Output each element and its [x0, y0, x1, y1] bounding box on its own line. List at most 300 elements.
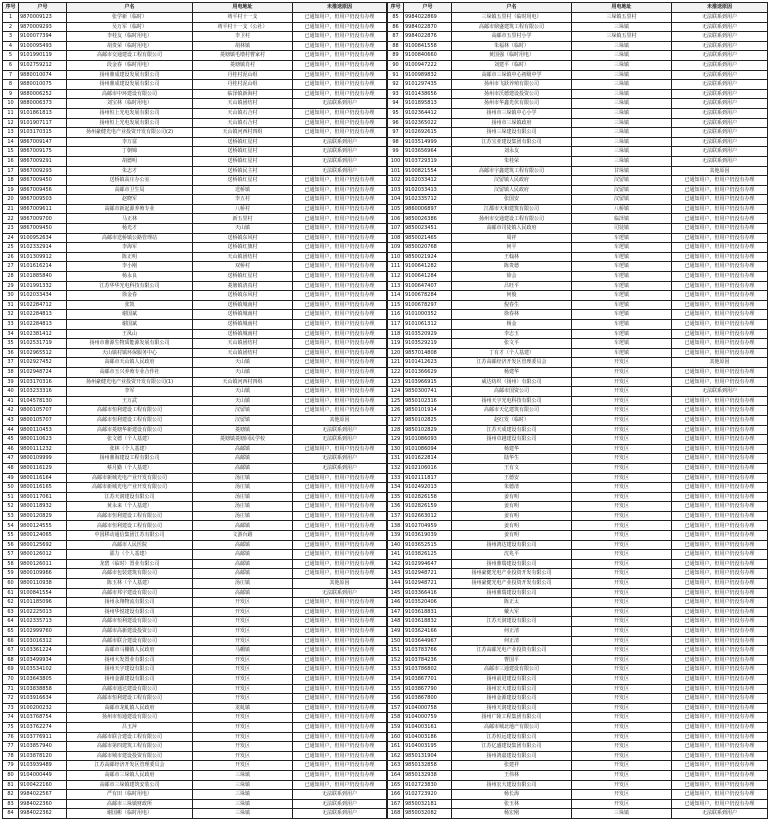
cell-seq: 125 — [388, 396, 404, 406]
cell-address: 开发区 — [572, 636, 672, 646]
cell-address: 菱塘镇毛墩村曹家村 — [193, 51, 293, 61]
cell-address: 三垛镇 — [572, 147, 672, 157]
table-row — [388, 636, 768, 646]
cell-name: 高邮市城市建设投资有限公司 — [67, 751, 193, 761]
cell-seq: 167 — [388, 799, 404, 809]
table-row — [3, 780, 387, 790]
cell-account: 9850102825 — [404, 415, 452, 425]
cell-name: 李志玉 — [452, 329, 572, 339]
cell-address: 车逻镇 — [572, 252, 672, 262]
cell-account: 9103768754 — [19, 713, 67, 723]
cell-seq: 13 — [3, 128, 19, 138]
table-row — [3, 588, 387, 598]
cell-name: 扬州三垛建设有限公司 — [452, 128, 572, 138]
cell-address: 天山镇团结村 — [193, 99, 293, 109]
cell-seq: 83 — [3, 799, 19, 809]
cell-name: 扬州宏大建设有限公司 — [452, 684, 572, 694]
cell-address: 高邮镇 — [193, 588, 293, 598]
cell-address: 菱塘镇肖村 — [193, 60, 293, 70]
table-row — [388, 377, 768, 387]
cell-seq: 152 — [388, 655, 404, 665]
cell-seq: 59 — [3, 569, 19, 579]
cell-address: 天山镇石合村 — [193, 118, 293, 128]
table-row — [3, 243, 387, 253]
cell-account: 9103534102 — [19, 665, 67, 675]
cell-address: 开发区 — [193, 751, 293, 761]
cell-status: 无法联系到用户 — [672, 89, 768, 99]
cell-seq: 107 — [388, 224, 404, 234]
cell-name: 赵红发（临时） — [452, 415, 572, 425]
cell-name: 江苏恒远建设有限公司 — [452, 732, 572, 742]
cell-address: 送桥镇东风村 — [193, 291, 293, 301]
cell-account: 9850032181 — [404, 799, 452, 809]
cell-name: 李军 — [67, 387, 193, 397]
cell-status: 已通知用户，但用户仍没有办理 — [293, 770, 387, 780]
cell-name: 杨建华 — [452, 444, 572, 454]
cell-seq: 58 — [3, 559, 19, 569]
cell-name: 王德安 — [452, 473, 572, 483]
cell-name: 黄永来（个人基建） — [67, 502, 193, 512]
table-row — [388, 51, 768, 61]
cell-address: 甘垛镇 — [572, 166, 672, 176]
cell-name: 扬州广陵工程集团有限公司 — [452, 713, 572, 723]
cell-status: 已通知用户，但用户仍没有办理 — [293, 329, 387, 339]
table-row — [3, 646, 387, 656]
table-row — [3, 617, 387, 627]
cell-name: 高邮市三垛镇建筑安装公司 — [67, 780, 193, 790]
table-row — [388, 214, 768, 224]
cell-account: 9104000758 — [404, 703, 452, 713]
cell-address: 开发区 — [572, 415, 672, 425]
cell-address: 汤庄镇 — [193, 483, 293, 493]
cell-name: 江苏天润建设有限公司 — [67, 492, 193, 502]
cell-account: 9867009450 — [19, 224, 67, 234]
table-row — [388, 761, 768, 771]
cell-address: 汤庄镇 — [193, 492, 293, 502]
cell-name: 杨永良 — [67, 272, 193, 282]
cell-account: 9850032082 — [404, 809, 452, 819]
header-account: 户号 — [19, 3, 67, 13]
cell-status: 已通知用户，但用户仍没有办理 — [672, 722, 768, 732]
cell-name: 扬州豪健光电产业投资开发有限公司 — [452, 579, 572, 589]
cell-seq: 32 — [3, 310, 19, 320]
cell-status: 已通知用户，但用户仍没有办理 — [672, 444, 768, 454]
cell-account: 9103514999 — [404, 137, 452, 147]
cell-name: 谢国斌 — [67, 310, 193, 320]
cell-name: 徐春林 — [452, 310, 572, 320]
table-row — [388, 358, 768, 368]
cell-status: 已通知用户，但用户仍没有办理 — [672, 646, 768, 656]
cell-address: 丹桂村泥山组 — [193, 80, 293, 90]
cell-status: 已通知用户，但用户仍没有办理 — [293, 22, 387, 32]
cell-address: 开发区 — [572, 703, 672, 713]
cell-address: 开发区 — [572, 579, 672, 589]
cell-name: 刘宝林（临时用电） — [67, 99, 193, 109]
cell-status: 已通知用户，但用户仍没有办理 — [293, 703, 387, 713]
cell-status: 已通知用户，但用户仍没有办理 — [293, 233, 387, 243]
table-row — [3, 60, 387, 70]
cell-status: 无法联系到用户 — [672, 99, 768, 109]
cell-name: 高邮市三垛镇中心初级中学 — [452, 70, 572, 80]
cell-seq: 100 — [388, 156, 404, 166]
cell-address: 高邮镇 — [193, 550, 293, 560]
cell-name: 江苏天润建设有限公司 — [452, 617, 572, 627]
cell-account: 9880010075 — [19, 80, 67, 90]
cell-name: 高邮市玉兴养殖专业合作社 — [67, 367, 193, 377]
cell-account: 9104003195 — [404, 742, 452, 752]
cell-seq: 106 — [388, 214, 404, 224]
cell-seq: 92 — [388, 80, 404, 90]
cell-address: 送桥镇红旗村 — [193, 243, 293, 253]
cell-status: 无法联系到用户 — [293, 137, 387, 147]
cell-seq: 16 — [3, 156, 19, 166]
cell-account: 9101622814 — [404, 454, 452, 464]
cell-address: 龙虬镇 — [193, 703, 293, 713]
cell-status: 已通知用户，但用户仍没有办理 — [672, 770, 768, 780]
cell-name: 扬州大发置业有限公司 — [67, 655, 193, 665]
cell-account: 9103619039 — [404, 531, 452, 541]
cell-account: 9850101914 — [404, 406, 452, 416]
table-row — [3, 809, 387, 819]
cell-address: 开发区 — [193, 627, 293, 637]
cell-status: 已通知用户，但用户仍没有办理 — [293, 521, 387, 531]
table-row — [3, 531, 387, 541]
table-row — [3, 492, 387, 502]
cell-seq: 118 — [388, 329, 404, 339]
cell-status: 已通知用户，但用户仍没有办理 — [672, 742, 768, 752]
cell-seq: 65 — [3, 627, 19, 637]
cell-name: 高邮市恒利建设工程有限公司 — [67, 694, 193, 704]
cell-address: 开发区 — [572, 531, 672, 541]
table-row — [388, 722, 768, 732]
cell-status: 已通知用户，但用户仍没有办理 — [293, 406, 387, 416]
cell-account: 9100678297 — [404, 300, 452, 310]
cell-address: 菱塘镇清真村 — [193, 281, 293, 291]
cell-account: 9103867790 — [404, 684, 452, 694]
cell-account: 9104003186 — [404, 732, 452, 742]
header-address: 用电地址 — [572, 3, 672, 13]
cell-seq: 89 — [388, 51, 404, 61]
table-row — [3, 185, 387, 195]
cell-account: 9101861813 — [19, 108, 67, 118]
cell-name: 扬州华悦建设有限公司 — [67, 607, 193, 617]
cell-address: 开发区 — [193, 694, 293, 704]
table-row — [3, 166, 387, 176]
cell-seq: 62 — [3, 598, 19, 608]
cell-status: 已通知用户，但用户仍没有办理 — [293, 674, 387, 684]
cell-address: 李卫村 — [193, 32, 293, 42]
table-row — [388, 550, 768, 560]
cell-status: 已通知用户，但用户仍没有办理 — [672, 550, 768, 560]
table-row — [3, 799, 387, 809]
table-row — [388, 262, 768, 272]
cell-seq: 23 — [3, 224, 19, 234]
cell-seq: 8 — [3, 80, 19, 90]
cell-status: 无法联系到用户 — [672, 22, 768, 32]
cell-name: 扬州鼎成建设发展有限公司 — [67, 80, 193, 90]
cell-address: 胡林镇 — [193, 41, 293, 51]
cell-status: 已通知用户，但用户仍没有办理 — [672, 224, 768, 234]
cell-address: 高邮镇 — [193, 463, 293, 473]
cell-account: 9870009293 — [19, 22, 67, 32]
cell-name: 朱桂荣 — [452, 156, 572, 166]
cell-seq: 82 — [3, 790, 19, 800]
cell-status: 已通知用户，但用户仍没有办理 — [293, 51, 387, 61]
table-row — [388, 674, 768, 684]
cell-name: 高邮市邦宇建设有限公司 — [67, 588, 193, 598]
cell-status: 已通知用户，但用户仍没有办理 — [672, 703, 768, 713]
cell-status: 无法联系到用户 — [293, 799, 387, 809]
table-row — [388, 703, 768, 713]
cell-name: 扬州鼎瑞建设有限公司 — [452, 588, 572, 598]
cell-account: 9101185096 — [19, 598, 67, 608]
cell-account: 9800105707 — [19, 406, 67, 416]
cell-status: 已通知用户，但用户仍没有办理 — [293, 387, 387, 397]
cell-status: 已通知用户，但用户仍没有办理 — [293, 627, 387, 637]
cell-address: 开发区 — [572, 406, 672, 416]
table-row — [388, 367, 768, 377]
cell-name: 戴大军 — [452, 607, 572, 617]
cell-name: 徐会 — [452, 272, 572, 282]
table-row — [388, 89, 768, 99]
cell-account: 9800124065 — [19, 531, 67, 541]
cell-account: 9100641282 — [404, 262, 452, 272]
cell-name: 高邮市三垛镇财政所 — [67, 799, 193, 809]
cell-name: 扬州天宇建设有限公司 — [67, 665, 193, 675]
cell-account: 9104578130 — [19, 396, 67, 406]
cell-name: 何平 — [452, 243, 572, 253]
cell-account: 9101086094 — [404, 444, 452, 454]
cell-address: 车逻镇 — [572, 339, 672, 349]
cell-name: 何正清 — [452, 636, 572, 646]
cell-account: 9102692615 — [404, 128, 452, 138]
cell-account: 9850023451 — [404, 224, 452, 234]
cell-status: 已通知用户，但用户仍没有办理 — [293, 636, 387, 646]
cell-status: 无法联系到用户 — [293, 147, 387, 157]
cell-account: 9984022876 — [404, 32, 452, 42]
cell-address: 开发区 — [193, 713, 293, 723]
table-row — [388, 224, 768, 234]
cell-name: 王凤山 — [67, 329, 193, 339]
table-row — [3, 550, 387, 560]
cell-name: 徐金春 — [67, 291, 193, 301]
cell-status: 已通知用户，但用户仍没有办理 — [672, 348, 768, 358]
table-row — [388, 435, 768, 445]
cell-account: 9850026386 — [404, 214, 452, 224]
cell-status: 无法联系到用户 — [672, 156, 768, 166]
cell-address: 开发区 — [572, 521, 672, 531]
cell-account: 9101895813 — [404, 99, 452, 109]
cell-account: 9102284813 — [19, 320, 67, 330]
cell-status: 无法联系到用户 — [672, 137, 768, 147]
left-data-table — [2, 2, 387, 819]
cell-status: 已通知用户，但用户仍没有办理 — [672, 367, 768, 377]
cell-address: 开发区 — [572, 559, 672, 569]
cell-address: 八桥镇 — [572, 204, 672, 214]
cell-name: 高邮市三垛镇人民政府 — [67, 770, 193, 780]
cell-name: 杨长海 — [452, 790, 572, 800]
cell-seq: 64 — [3, 617, 19, 627]
cell-name: 高邮市菱塘华新建设有限公司 — [67, 425, 193, 435]
table-row — [3, 272, 387, 282]
cell-account: 9103618832 — [404, 617, 452, 627]
cell-account: 9880006373 — [19, 99, 67, 109]
cell-status: 无法联系到用户 — [672, 108, 768, 118]
cell-name: 扬州金源建设有限公司 — [452, 694, 572, 704]
table-row — [388, 108, 768, 118]
cell-status: 已通知用户，但用户仍没有办理 — [672, 617, 768, 627]
table-row — [388, 204, 768, 214]
cell-status: 已通知用户，但用户仍没有办理 — [672, 272, 768, 282]
cell-seq: 75 — [3, 722, 19, 732]
table-row — [388, 406, 768, 416]
table-row — [3, 732, 387, 742]
cell-seq: 140 — [388, 540, 404, 550]
cell-seq: 121 — [388, 358, 404, 368]
cell-seq: 139 — [388, 531, 404, 541]
cell-account: 9103878120 — [19, 751, 67, 761]
cell-account: 9800116164 — [19, 473, 67, 483]
cell-address: 开发区 — [572, 627, 672, 637]
cell-name: 高邮市联合建设工程有限公司 — [67, 732, 193, 742]
cell-address: 开发区 — [572, 655, 672, 665]
cell-account: 9850021924 — [404, 252, 452, 262]
table-row — [3, 204, 387, 214]
table-row — [388, 540, 768, 550]
table-row — [388, 310, 768, 320]
cell-name: 张玉林 — [452, 799, 572, 809]
table-row — [3, 607, 387, 617]
table-row — [3, 147, 387, 157]
cell-account: 9103618831 — [404, 607, 452, 617]
table-row — [3, 214, 387, 224]
cell-status: 已通知用户，但用户仍没有办理 — [293, 320, 387, 330]
cell-status: 已通知用户，但用户仍没有办理 — [672, 751, 768, 761]
cell-address: 开发区 — [572, 540, 672, 550]
cell-address: 新五里村 — [193, 214, 293, 224]
cell-account: 9101616214 — [19, 262, 67, 272]
cell-name: 龙碧（临时）置业有限公司 — [67, 559, 193, 569]
cell-status: 已通知用户，但用户仍没有办理 — [293, 13, 387, 23]
cell-status: 已通知用户，但用户仍没有办理 — [672, 674, 768, 684]
cell-name: 高邮市人民医院 — [67, 540, 193, 550]
cell-seq: 57 — [3, 550, 19, 560]
cell-seq: 141 — [388, 550, 404, 560]
cell-account: 9102723920 — [404, 790, 452, 800]
cell-status: 已通知用户，但用户仍没有办理 — [672, 233, 768, 243]
cell-seq: 25 — [3, 243, 19, 253]
table-row — [3, 444, 387, 454]
cell-account: 9800117061 — [19, 492, 67, 502]
table-row — [388, 483, 768, 493]
table-row — [3, 540, 387, 550]
table-row — [3, 425, 387, 435]
cell-seq: 54 — [3, 521, 19, 531]
cell-account: 9800109999 — [19, 454, 67, 464]
cell-name: 高邮市通达建设有限公司 — [67, 684, 193, 694]
cell-account: 9867009175 — [19, 147, 67, 157]
table-row — [388, 176, 768, 186]
cell-name: 姜有明 — [452, 531, 572, 541]
cell-account: 9103776911 — [19, 732, 67, 742]
table-row — [388, 559, 768, 569]
cell-address: 车逻镇 — [572, 348, 672, 358]
cell-account: 9100947222 — [404, 60, 452, 70]
cell-status: 已通知用户，但用户仍没有办理 — [672, 425, 768, 435]
cell-name: 胡贵荣（临时用电） — [67, 41, 193, 51]
cell-account: 9102663012 — [404, 511, 452, 521]
cell-address: 送桥镇红星村 — [193, 137, 293, 147]
cell-status: 已通知用户，但用户仍没有办理 — [672, 521, 768, 531]
cell-seq: 29 — [3, 281, 19, 291]
cell-address: 三垛镇 — [572, 60, 672, 70]
cell-seq: 4 — [3, 41, 19, 51]
cell-address: 开发区 — [572, 358, 672, 368]
header-address: 用电地址 — [193, 3, 293, 13]
table-row — [3, 252, 387, 262]
cell-status: 已通知用户，但用户仍没有办理 — [672, 214, 768, 224]
table-row — [388, 70, 768, 80]
cell-status: 已通知用户，但用户仍没有办理 — [672, 559, 768, 569]
table-row — [388, 329, 768, 339]
cell-account: 9102381412 — [19, 329, 67, 339]
cell-name: 姜有明 — [452, 502, 572, 512]
cell-address: 菱塘镇菱塘回民学校 — [193, 435, 293, 445]
cell-name: 高邮市新起源养殖专业 — [67, 204, 193, 214]
cell-address: 开发区 — [193, 598, 293, 608]
table-row — [388, 521, 768, 531]
cell-seq: 112 — [388, 272, 404, 282]
table-row — [388, 195, 768, 205]
cell-address: 开发区 — [572, 722, 672, 732]
cell-account: 9103233316 — [19, 387, 67, 397]
cell-account: 9800110623 — [19, 435, 67, 445]
cell-status: 已通知用户，但用户仍没有办理 — [293, 483, 387, 493]
cell-status: 已通知用户，但用户仍没有办理 — [293, 550, 387, 560]
cell-address: 开发区 — [572, 598, 672, 608]
right-table-body — [388, 13, 768, 819]
cell-status: 已通知用户，但用户仍没有办理 — [293, 531, 387, 541]
table-row — [3, 13, 387, 23]
cell-account: 9103643805 — [19, 674, 67, 684]
cell-account: 9102284712 — [19, 300, 67, 310]
table-row — [388, 531, 768, 541]
cell-name: 张建祥 — [452, 761, 572, 771]
table-row — [388, 579, 768, 589]
cell-name: 马正林 — [67, 214, 193, 224]
cell-account: 9102759212 — [19, 60, 67, 70]
header-account: 户号 — [404, 3, 452, 13]
cell-account: 9103644967 — [404, 636, 452, 646]
cell-name: 何俊 — [452, 291, 572, 301]
cell-seq: 124 — [388, 387, 404, 397]
cell-status: 已通知用户，但用户仍没有办理 — [672, 483, 768, 493]
cell-address: 开发区 — [193, 684, 293, 694]
cell-account: 9101990119 — [19, 51, 67, 61]
cell-seq: 143 — [388, 569, 404, 579]
table-row — [388, 387, 768, 397]
table-row — [3, 406, 387, 416]
cell-name: 扬州前进建设有限公司 — [452, 674, 572, 684]
cell-seq: 41 — [3, 396, 19, 406]
cell-account: 9102284813 — [19, 310, 67, 320]
cell-account: 9102364412 — [404, 108, 452, 118]
cell-account: 9101366629 — [404, 367, 452, 377]
cell-address: 开发区 — [572, 396, 672, 406]
cell-status: 已通知用户，但用户仍没有办理 — [293, 281, 387, 291]
cell-address: 开发区 — [572, 732, 672, 742]
cell-seq: 93 — [388, 89, 404, 99]
